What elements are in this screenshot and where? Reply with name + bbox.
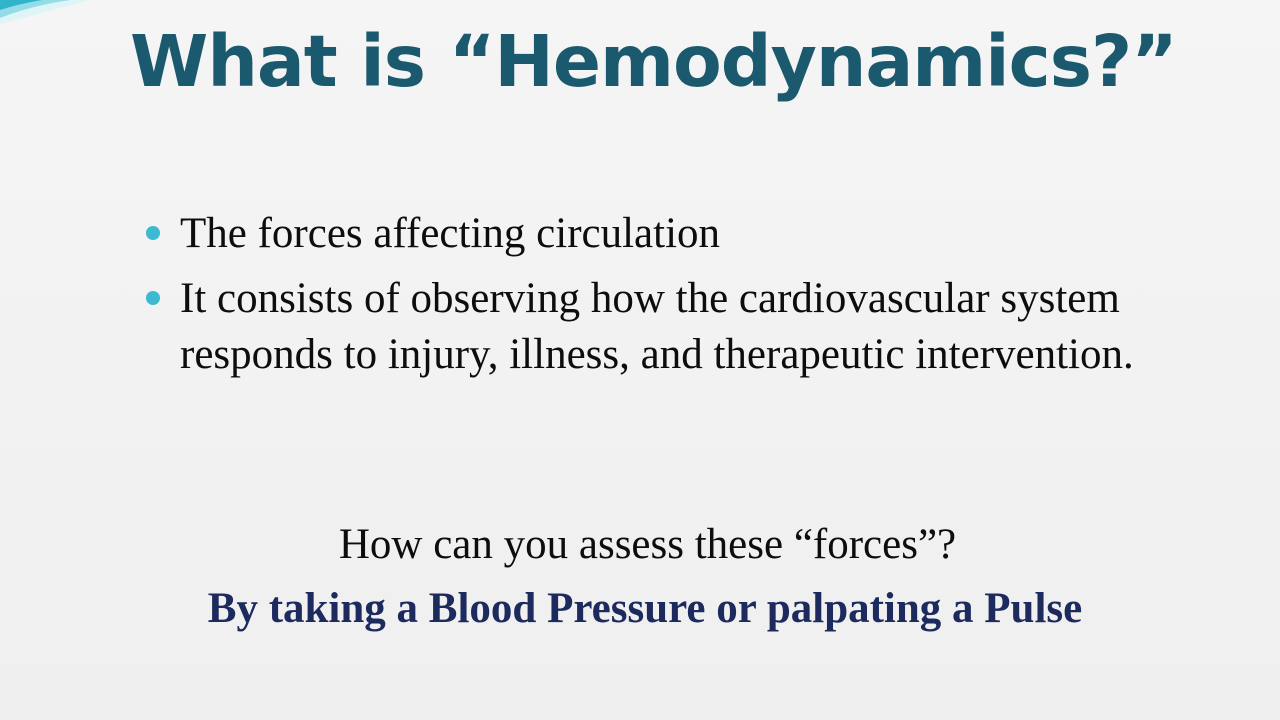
answer-text: By taking a Blood Pressure or palpating a Pulse <box>207 585 1083 632</box>
bullet-item <box>140 271 1140 383</box>
bullet-item <box>140 206 1140 262</box>
slide-title: What is “Hemodynamics?” <box>130 20 1177 103</box>
bullet-text: It consists of observing how the cardiovascular system responds to injury, illness, and therapeutic intervention. <box>180 275 1134 378</box>
corner-decoration <box>0 0 90 30</box>
bullet-dot-icon <box>146 226 160 240</box>
question-text: How can you assess these “forces”? <box>338 521 957 568</box>
bullet-list <box>140 206 1140 392</box>
bullet-text: The forces affecting circulation <box>180 210 721 257</box>
bullet-dot-icon <box>146 291 160 305</box>
